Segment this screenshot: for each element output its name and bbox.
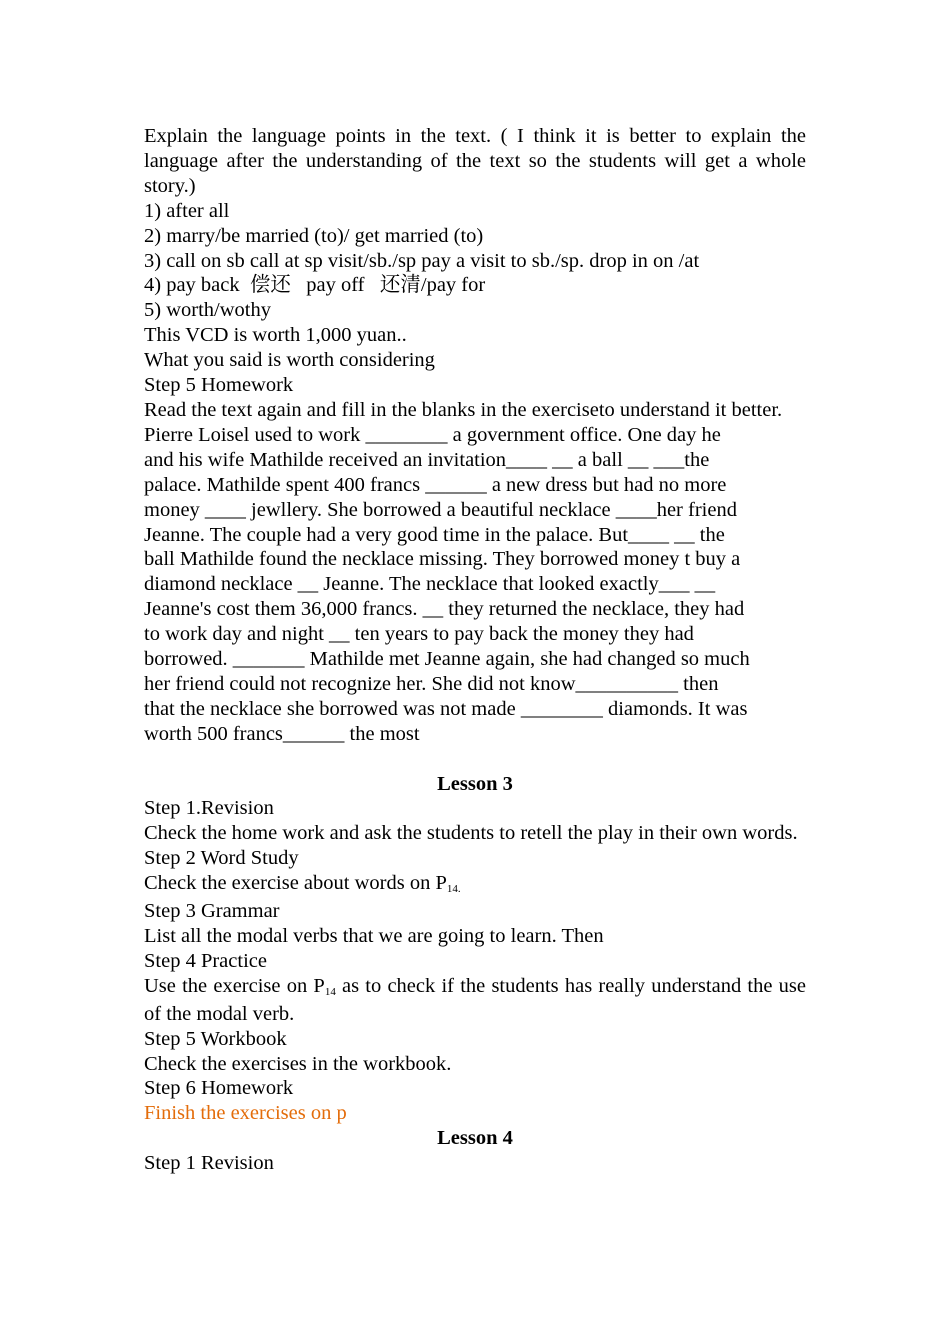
language-point-2: 2) marry/be married (to)/ get married (to): [144, 224, 484, 247]
step2-text-main: Check the exercise about words on P: [144, 872, 447, 895]
lesson3-step2-text: [144, 871, 806, 899]
exercise-last-line: worth 500 francs______ the most: [144, 722, 420, 745]
step5-homework-text: Read the text again and fill in the blanks in the exerciseto understand it better.: [144, 398, 783, 421]
language-point-4: 4) pay back 偿还 pay off 还清/pay for: [144, 274, 486, 297]
step4-text-pre: Use the exercise on P: [144, 974, 325, 997]
fill-in-exercise: [144, 423, 806, 747]
exercise-line: to work day and night __ ten years to pay back the money they had: [144, 623, 694, 646]
lesson3-step3-title: Step 3 Grammar: [144, 900, 280, 923]
lesson3-step2-title: Step 2 Word Study: [144, 847, 299, 870]
exercise-line: that the necklace she borrowed was not made ________ diamonds. It was: [144, 697, 748, 720]
lesson3-step4-title: Step 4 Practice: [144, 949, 267, 972]
lesson3-heading: Lesson 3: [437, 772, 513, 795]
exercise-line: money ____ jewllery. She borrowed a beautiful necklace ____her friend: [144, 498, 737, 521]
lesson3-step6-title: Step 6 Homework: [144, 1077, 294, 1100]
exercise-line: Pierre Loisel used to work ________ a government office. One day he: [144, 423, 721, 446]
lesson4-step1-title: Step 1 Revision: [144, 1152, 274, 1175]
step5-homework-title: Step 5 Homework: [144, 374, 294, 397]
step2-page-subscript: 14.: [446, 883, 461, 896]
lesson3-step1-title: Step 1.Revision: [144, 797, 274, 820]
language-point-5: 5) worth/wothy: [144, 299, 271, 322]
example-sentence-2: What you said is worth considering: [144, 349, 435, 372]
lesson3-step4-text: [144, 974, 806, 1027]
lesson3-step5-text: Check the exercises in the workbook.: [144, 1052, 452, 1075]
step4-text-post: as to check if the students has really understand the use of the modal verb.: [144, 974, 806, 1025]
exercise-line: borrowed. _______ Mathilde met Jeanne again, she had changed so much: [144, 648, 750, 671]
exercise-line: diamond necklace __ Jeanne. The necklace that looked exactly___ __: [144, 573, 716, 596]
lesson3-step5-title: Step 5 Workbook: [144, 1027, 287, 1050]
document-page: [144, 124, 806, 1176]
language-point-1: 1) after all: [144, 199, 230, 222]
lesson3-step1-text: Check the home work and ask the students to retell the play in their own words.: [144, 822, 798, 845]
exercise-line: palace. Mathilde spent 400 francs ______ a new dress but had no more: [144, 473, 727, 496]
example-sentence-1: This VCD is worth 1,000 yuan..: [144, 324, 407, 347]
exercise-line: Jeanne. The couple had a very good time in the palace. But____ __ the: [144, 523, 725, 546]
step4-page-subscript: 14: [324, 985, 336, 998]
exercise-line: her friend could not recognize her. She did not know__________ then: [144, 672, 719, 695]
exercise-line: ball Mathilde found the necklace missing. They borrowed money t buy a: [144, 548, 741, 571]
exercise-line: Jeanne's cost them 36,000 francs. __ they returned the necklace, they had: [144, 598, 745, 621]
lesson3-step3-text: List all the modal verbs that we are going to learn. Then: [144, 924, 604, 947]
intro-paragraph: Explain the language points in the text. ( I think it is better to explain the language after the understanding of the text so the students will get a whole story.): [144, 125, 806, 197]
spacer: [144, 747, 806, 772]
exercise-line: and his wife Mathilde received an invitation____ __ a ball __ ___the: [144, 448, 710, 471]
language-point-3: 3) call on sb call at sp visit/sb./sp pay a visit to sb./sp. drop in on /at: [144, 249, 700, 272]
lesson3-step6-text: Finish the exercises on p: [144, 1102, 347, 1125]
lesson4-heading: Lesson 4: [437, 1127, 513, 1150]
